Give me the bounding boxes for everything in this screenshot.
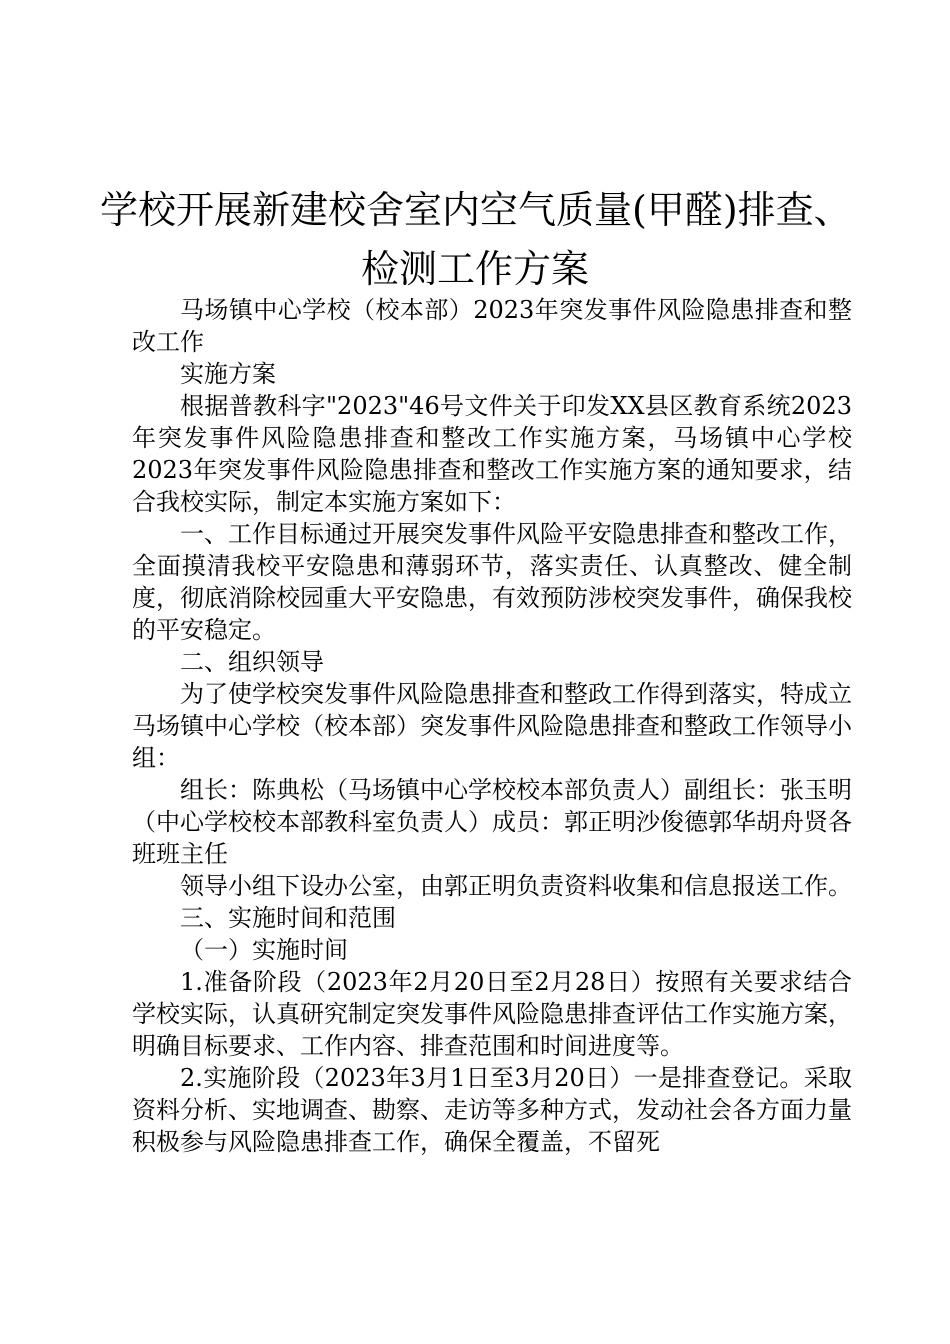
subsection-heading-time: （一）实施时间	[180, 936, 348, 964]
paragraph-office: 领导小组下设办公室，由郭正明负责资料收集和信息报送工作。	[180, 872, 852, 900]
paragraph-implementation-stage: 2.实施阶段（2023年3月1日至3月20日）一是排查登记。采取资料分析、实地调查、勘察、走访等多种方式，发动社会各方面力量积极参与风险隐患排查工作，确保全覆盖，不留死	[132, 1064, 852, 1156]
section-heading-organization: 二、组织领导	[180, 648, 324, 676]
paragraph-organization: 为了使学校突发事件风险隐患排查和整政工作得到落实，特成立马场镇中心学校（校本部）突发事件风险隐患排查和整政工作领导小组：	[132, 680, 852, 772]
paragraph-preparation-stage: 1.准备阶段（2023年2月20日至2月28日）按照有关要求结合学校实际，认真研究制定突发事件风险隐患排查评估工作实施方案，明确目标要求、工作内容、排查范围和时间进度等。	[132, 968, 852, 1060]
paragraph-basis: 根据普教科字"2023"46号文件关于印发XX县区教育系统2023年突发事件风险隐患排查和整改工作实施方案，马场镇中心学校2023年突发事件风险隐患排查和整改工作实施方案的通知要求，结合我校实际，制定本实施方案如下：	[132, 392, 852, 516]
paragraph-subheading: 实施方案	[180, 360, 276, 388]
document-body	[132, 294, 852, 1158]
section-heading-schedule: 三、实施时间和范围	[180, 904, 396, 932]
paragraph-goal: 一、工作目标通过开展突发事件风险平安隐患排查和整改工作，全面摸清我校平安隐患和薄弱环节，落实责任、认真整改、健全制度，彻底消除校园重大平安隐患，有效预防涉校突发事件，确保我校的平安稳定。	[132, 520, 852, 644]
paragraph-members: 组长：陈典松（马场镇中心学校校本部负责人）副组长：张玉明（中心学校校本部教科室负责人）成员：郭正明沙俊德郭华胡舟贤各班班主任	[132, 776, 852, 868]
document-title-line-2: 检测工作方案	[360, 247, 589, 291]
paragraph-heading: 马场镇中心学校（校本部）2023年突发事件风险隐患排查和整改工作	[132, 296, 852, 356]
document-title-line-1: 学校开展新建校舍室内空气质量(甲醛)排查、	[100, 188, 852, 232]
